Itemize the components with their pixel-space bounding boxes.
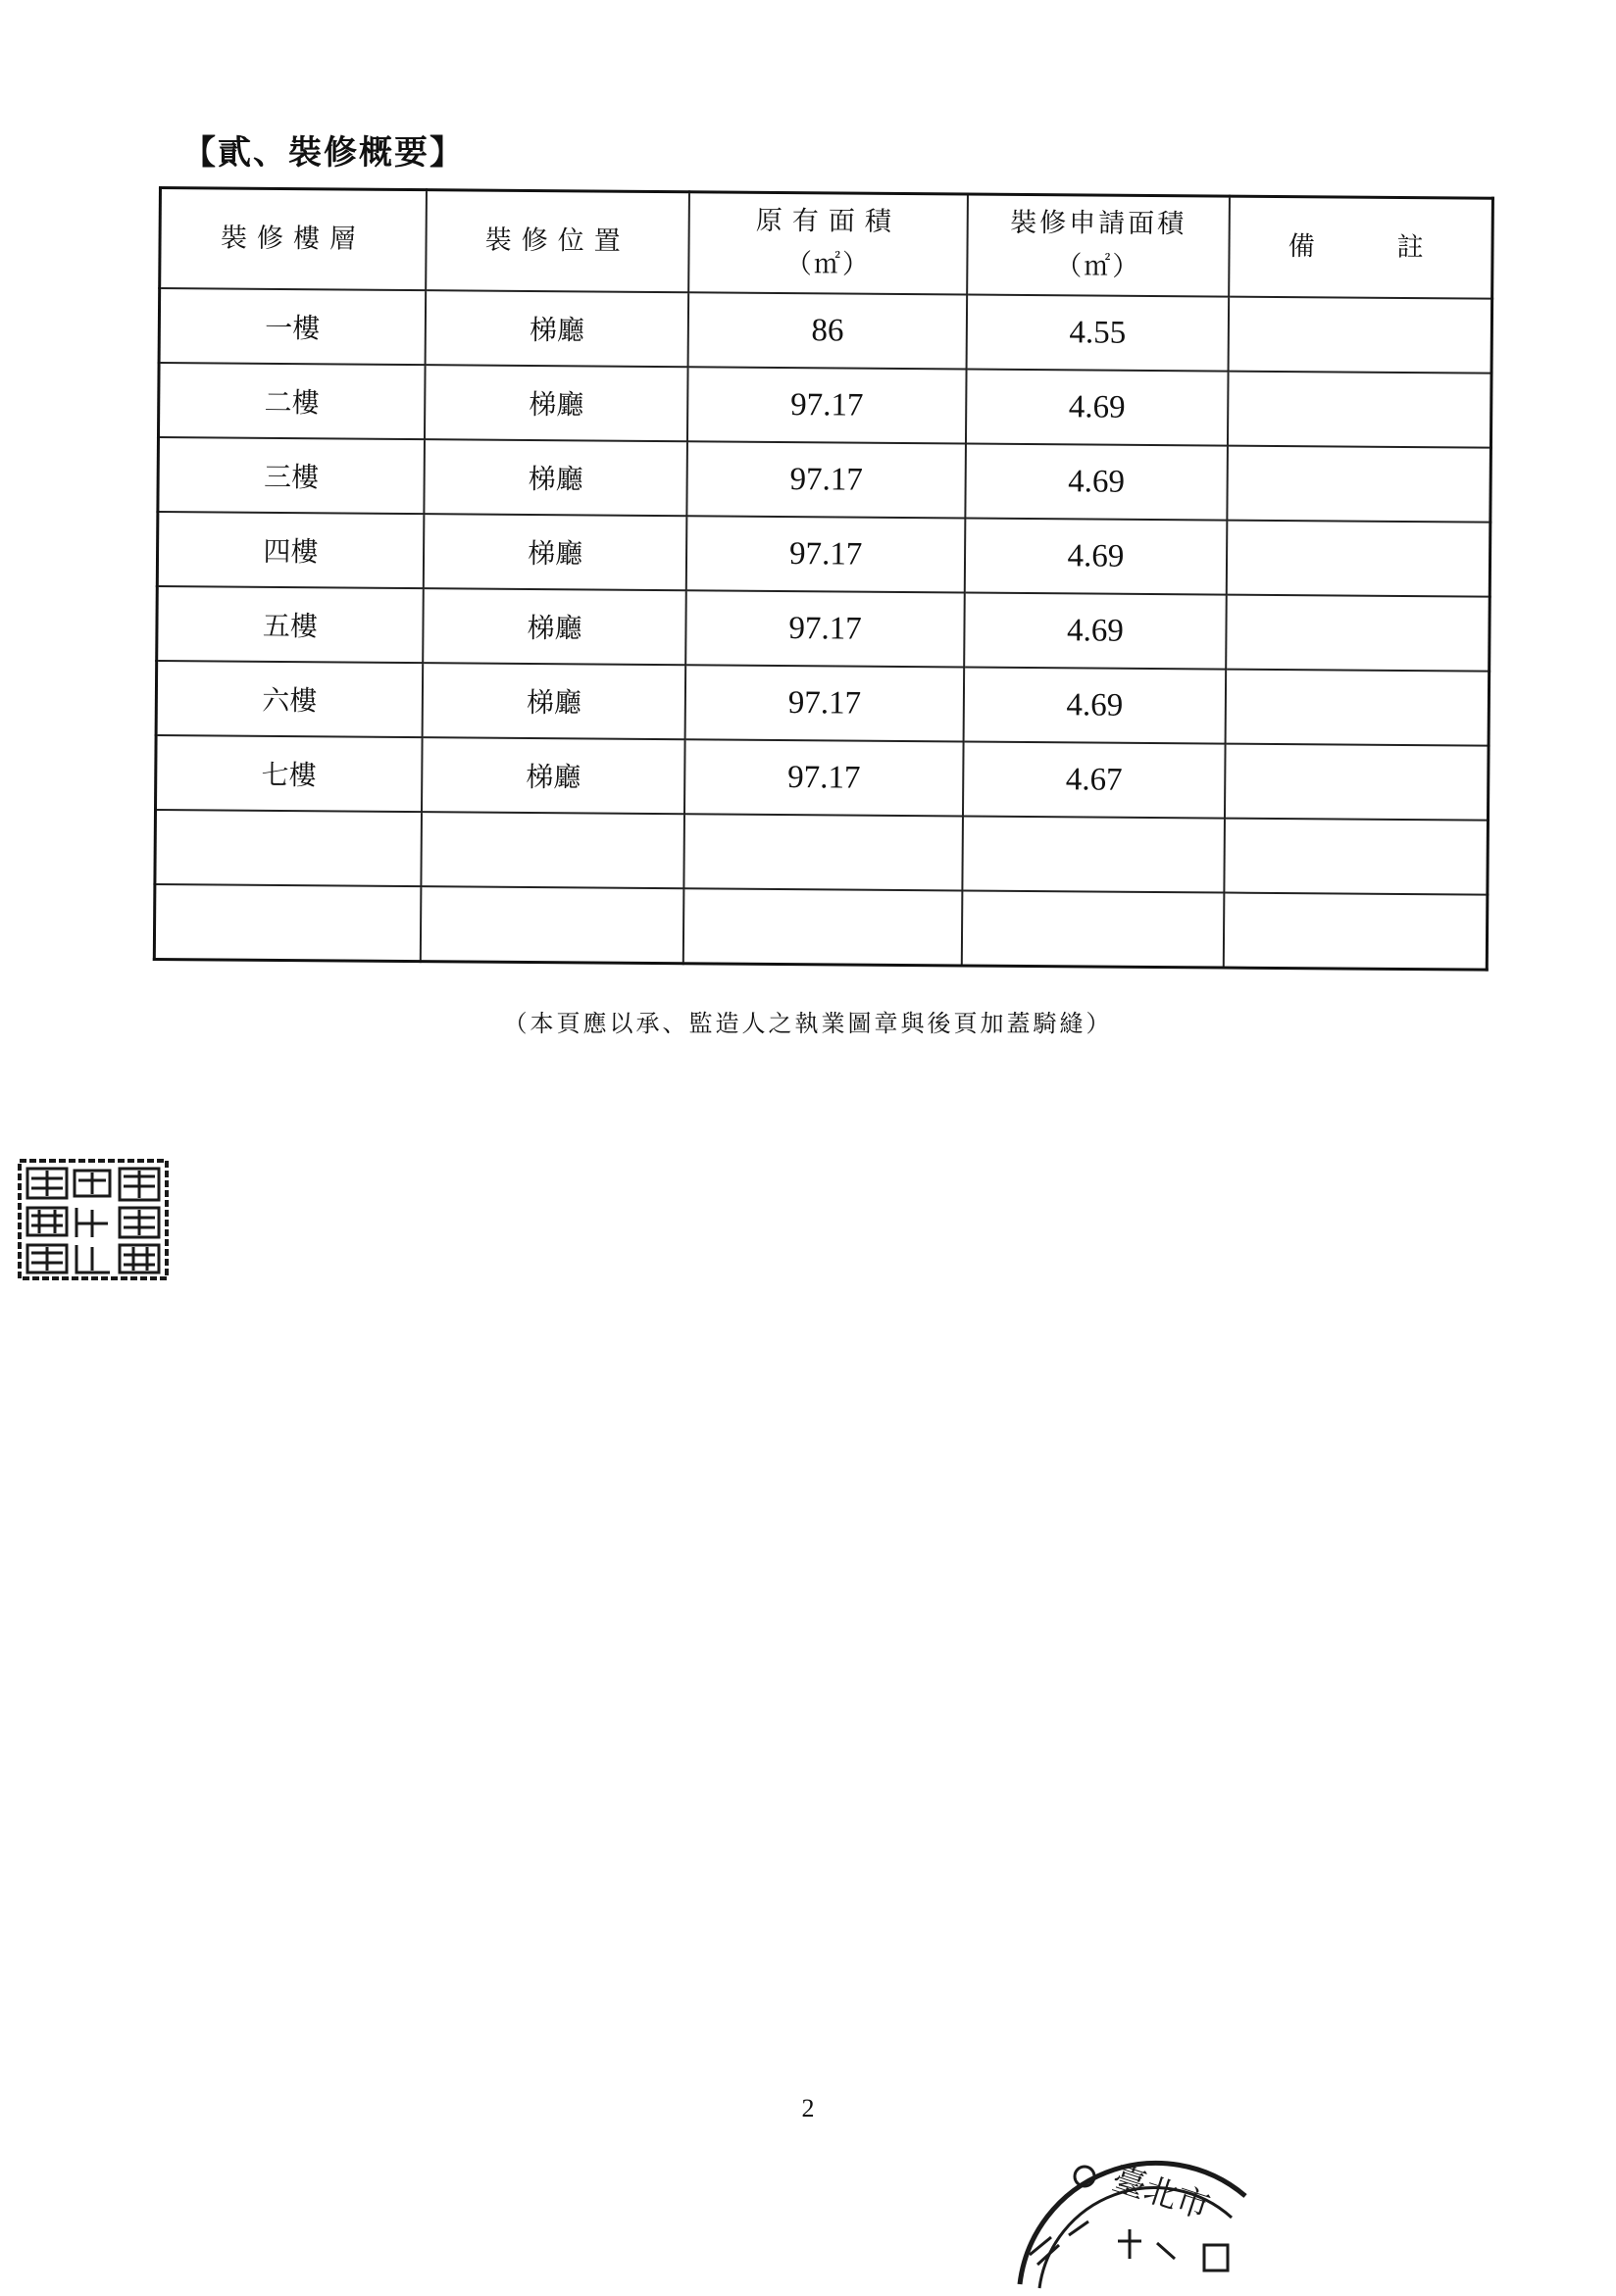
cell-location: 梯廳 bbox=[425, 290, 688, 367]
section-title: 【貳、裝修概要】 bbox=[182, 133, 465, 173]
cell-floor: 二樓 bbox=[158, 363, 425, 439]
header-original-area-unit: （㎡） bbox=[784, 249, 872, 280]
cell-original-area: 97.17 bbox=[687, 367, 966, 443]
cell-original-area: 97.17 bbox=[686, 516, 965, 592]
table-row bbox=[156, 735, 1490, 821]
header-original-area bbox=[689, 192, 968, 295]
cell-remarks bbox=[1225, 819, 1489, 895]
table-header-row bbox=[160, 188, 1493, 299]
cell-location bbox=[421, 812, 684, 888]
cell-location: 梯廳 bbox=[422, 663, 685, 739]
cell-original-area bbox=[684, 814, 963, 890]
table-row bbox=[154, 884, 1488, 970]
cell-applied-area: 4.69 bbox=[965, 443, 1228, 520]
cell-applied-area: 4.69 bbox=[964, 518, 1227, 594]
header-applied-area bbox=[967, 194, 1230, 297]
cell-remarks bbox=[1228, 446, 1491, 523]
cell-original-area: 97.17 bbox=[686, 590, 965, 667]
cell-floor bbox=[154, 884, 421, 962]
bottom-official-seal bbox=[1000, 2127, 1255, 2296]
cell-floor: 五樓 bbox=[157, 586, 424, 663]
cell-applied-area: 4.69 bbox=[966, 369, 1229, 445]
table-row bbox=[158, 363, 1491, 448]
cell-floor: 一樓 bbox=[159, 288, 426, 365]
cell-remarks bbox=[1226, 670, 1490, 746]
cell-original-area: 97.17 bbox=[685, 665, 964, 741]
cell-location: 梯廳 bbox=[425, 365, 688, 441]
cell-applied-area bbox=[962, 816, 1225, 892]
cell-remarks bbox=[1224, 893, 1488, 971]
cell-remarks bbox=[1229, 297, 1492, 374]
header-remarks: 備 註 bbox=[1229, 196, 1492, 299]
table-row bbox=[158, 437, 1491, 523]
table-row bbox=[155, 810, 1489, 895]
square-seal-icon bbox=[18, 1159, 171, 1282]
table-row bbox=[159, 288, 1492, 374]
cell-applied-area: 4.55 bbox=[966, 294, 1229, 371]
cell-applied-area: 4.69 bbox=[963, 667, 1226, 743]
cell-location: 梯廳 bbox=[424, 514, 687, 590]
cell-original-area: 86 bbox=[688, 292, 967, 369]
table-row bbox=[157, 586, 1490, 672]
cell-remarks bbox=[1228, 372, 1491, 448]
header-floor: 裝修樓層 bbox=[160, 188, 427, 291]
cell-original-area: 97.17 bbox=[687, 441, 966, 518]
round-seal-icon bbox=[1000, 2127, 1255, 2292]
cell-remarks bbox=[1227, 521, 1490, 597]
cell-remarks bbox=[1225, 744, 1489, 821]
cell-location: 梯廳 bbox=[424, 439, 687, 516]
seam-seal-note: （本頁應以承、監造人之執業圖章與後頁加蓋騎縫） bbox=[503, 1010, 1113, 1037]
cell-floor: 四樓 bbox=[157, 512, 424, 588]
seal-text: 臺北市 bbox=[1107, 2159, 1215, 2228]
cell-location: 梯廳 bbox=[423, 588, 686, 665]
cell-applied-area: 4.69 bbox=[964, 592, 1227, 669]
cell-original-area bbox=[683, 888, 962, 966]
cell-remarks bbox=[1226, 595, 1490, 672]
cell-original-area: 97.17 bbox=[684, 739, 963, 816]
table-row bbox=[157, 512, 1490, 597]
cell-location: 梯廳 bbox=[422, 737, 685, 814]
cell-floor bbox=[155, 810, 422, 886]
cell-floor: 七樓 bbox=[156, 735, 423, 812]
left-seal-stamp bbox=[18, 1159, 171, 1286]
header-location: 裝修位置 bbox=[426, 190, 690, 293]
cell-location bbox=[421, 886, 684, 964]
cell-applied-area bbox=[961, 890, 1224, 968]
header-original-area-label: 原有面積 bbox=[755, 205, 901, 237]
renovation-summary-table bbox=[153, 186, 1494, 972]
cell-applied-area: 4.67 bbox=[963, 741, 1226, 818]
page-number: 2 bbox=[801, 2094, 815, 2122]
header-applied-area-unit: （㎡） bbox=[1055, 251, 1141, 282]
cell-floor: 三樓 bbox=[158, 437, 425, 514]
header-applied-area-label: 裝修申請面積 bbox=[1010, 207, 1187, 240]
table-row bbox=[156, 661, 1490, 746]
cell-floor: 六樓 bbox=[156, 661, 423, 737]
